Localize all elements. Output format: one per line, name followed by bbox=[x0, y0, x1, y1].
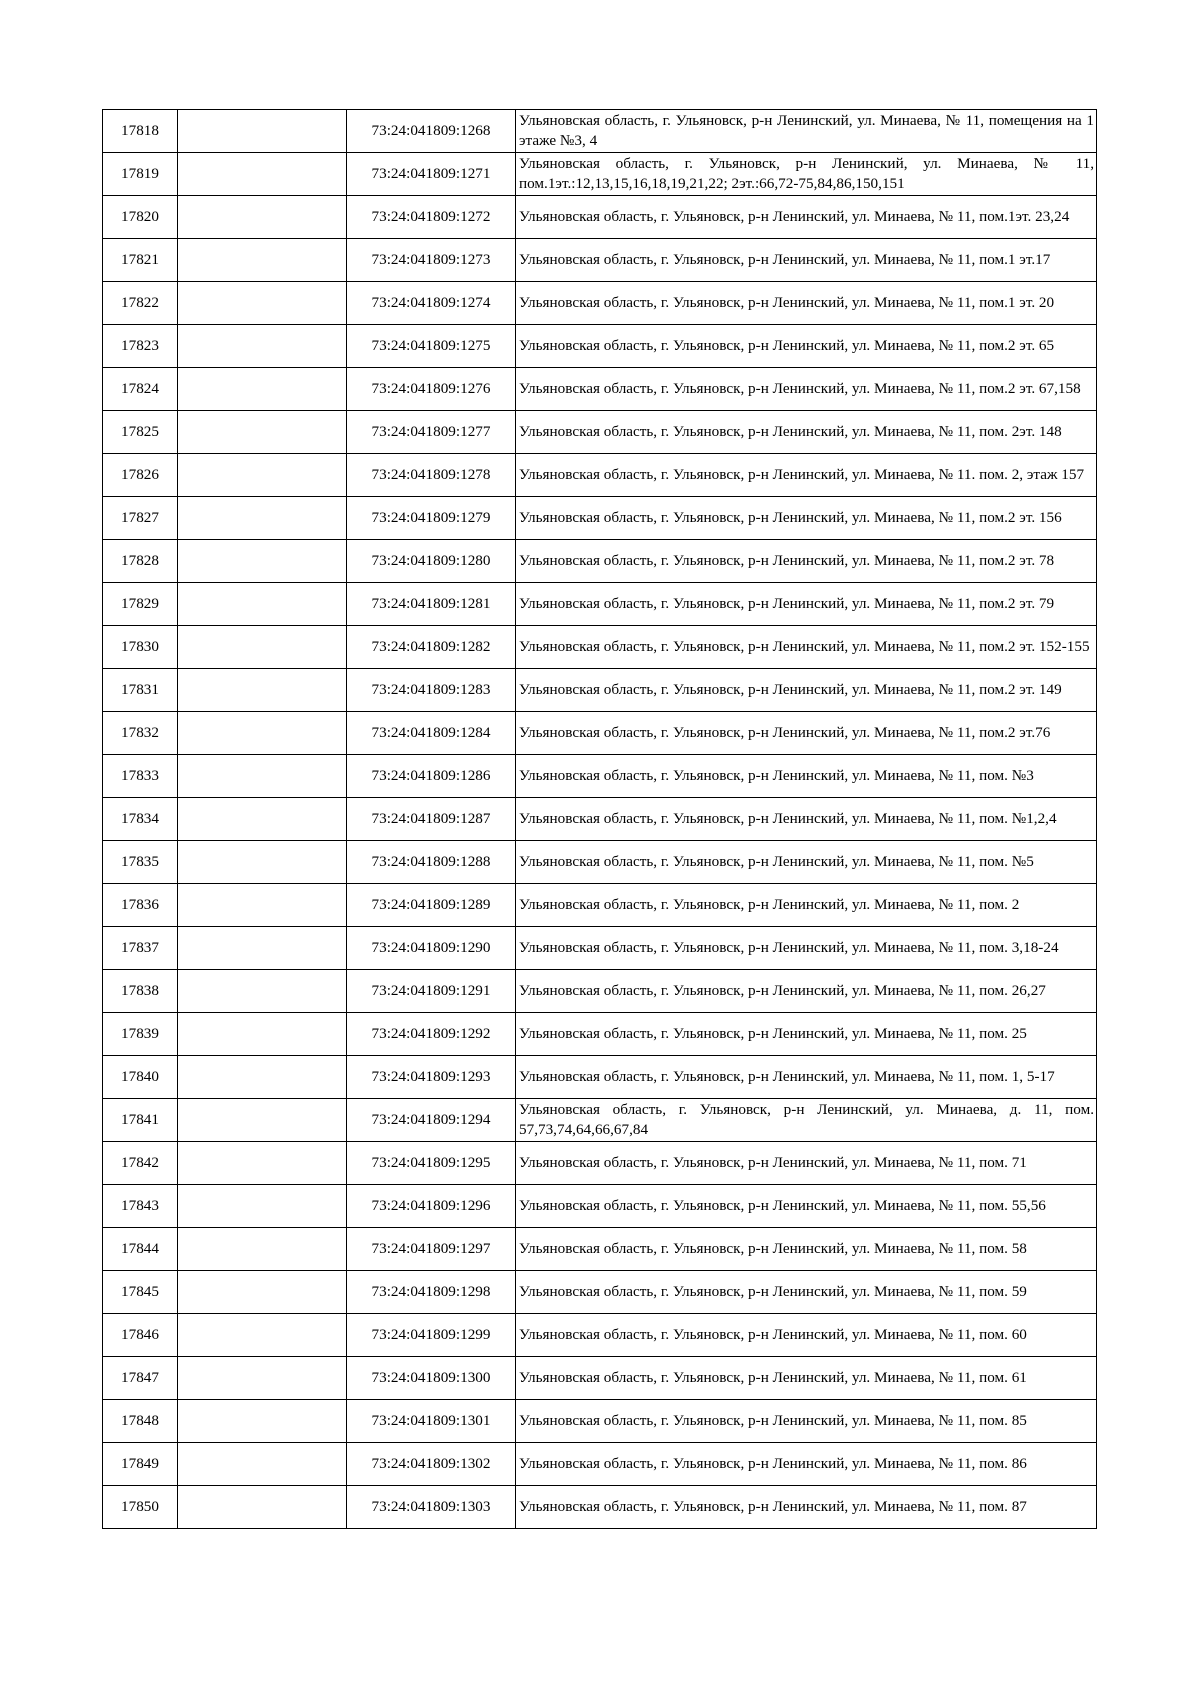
table-row bbox=[103, 583, 1097, 626]
cadastral-number-cell: 73:24:041809:1274 bbox=[347, 282, 516, 325]
empty-cell bbox=[178, 540, 347, 583]
empty-cell bbox=[178, 755, 347, 798]
record-number-cell: 17821 bbox=[103, 239, 178, 282]
empty-cell bbox=[178, 325, 347, 368]
table-row bbox=[103, 712, 1097, 755]
cadastral-number-cell: 73:24:041809:1284 bbox=[347, 712, 516, 755]
address-cell: Ульяновская область, г. Ульяновск, р-н Ленинский, ул. Минаева, № 11, пом. №5 bbox=[516, 841, 1097, 884]
record-number-cell: 17847 bbox=[103, 1357, 178, 1400]
empty-cell bbox=[178, 1228, 347, 1271]
table-row bbox=[103, 454, 1097, 497]
table-row bbox=[103, 1056, 1097, 1099]
address-cell: Ульяновская область, г. Ульяновск, р-н Ленинский, ул. Минаева, № 11, пом.2 эт. 149 bbox=[516, 669, 1097, 712]
address-cell: Ульяновская область, г. Ульяновск, р-н Ленинский, ул. Минаева, № 11, пом. 86 bbox=[516, 1443, 1097, 1486]
table-row bbox=[103, 1400, 1097, 1443]
table-row bbox=[103, 927, 1097, 970]
address-cell: Ульяновская область, г. Ульяновск, р-н Ленинский, ул. Минаева, № 11, пом.2 эт. 152-155 bbox=[516, 626, 1097, 669]
table-row bbox=[103, 282, 1097, 325]
address-cell: Ульяновская область, г. Ульяновск, р-н Ленинский, ул. Минаева, № 11, пом. 58 bbox=[516, 1228, 1097, 1271]
address-cell: Ульяновская область, г. Ульяновск, р-н Ленинский, ул. Минаева, № 11, пом.1эт. 23,24 bbox=[516, 196, 1097, 239]
address-cell: Ульяновская область, г. Ульяновск, р-н Ленинский, ул. Минаева, № 11, помещения на 1 этаже №3, 4 bbox=[516, 110, 1097, 153]
address-cell: Ульяновская область, г. Ульяновск, р-н Ленинский, ул. Минаева, № 11, пом. 2 bbox=[516, 884, 1097, 927]
empty-cell bbox=[178, 798, 347, 841]
table-row bbox=[103, 110, 1097, 153]
empty-cell bbox=[178, 196, 347, 239]
address-cell: Ульяновская область, г. Ульяновск, р-н Ленинский, ул. Минаева, № 11, пом.2 эт. 79 bbox=[516, 583, 1097, 626]
record-number-cell: 17827 bbox=[103, 497, 178, 540]
address-cell: Ульяновская область, г. Ульяновск, р-н Ленинский, ул. Минаева, № 11, пом. 25 bbox=[516, 1013, 1097, 1056]
registry-table bbox=[102, 109, 1097, 1529]
table-row bbox=[103, 1185, 1097, 1228]
empty-cell bbox=[178, 153, 347, 196]
record-number-cell: 17848 bbox=[103, 1400, 178, 1443]
address-cell: Ульяновская область, г. Ульяновск, р-н Ленинский, ул. Минаева, № 11, пом.1 эт. 20 bbox=[516, 282, 1097, 325]
record-number-cell: 17846 bbox=[103, 1314, 178, 1357]
empty-cell bbox=[178, 454, 347, 497]
cadastral-number-cell: 73:24:041809:1296 bbox=[347, 1185, 516, 1228]
record-number-cell: 17839 bbox=[103, 1013, 178, 1056]
cadastral-number-cell: 73:24:041809:1287 bbox=[347, 798, 516, 841]
table-row bbox=[103, 153, 1097, 196]
record-number-cell: 17835 bbox=[103, 841, 178, 884]
empty-cell bbox=[178, 626, 347, 669]
address-cell: Ульяновская область, г. Ульяновск, р-н Ленинский, ул. Минаева, № 11, пом.1эт.:12,13,15,16,18,19,21,22; 2эт.:66,72-75,84,86,150,151 bbox=[516, 153, 1097, 196]
empty-cell bbox=[178, 1013, 347, 1056]
table-row bbox=[103, 1099, 1097, 1142]
cadastral-number-cell: 73:24:041809:1292 bbox=[347, 1013, 516, 1056]
empty-cell bbox=[178, 841, 347, 884]
record-number-cell: 17844 bbox=[103, 1228, 178, 1271]
address-cell: Ульяновская область, г. Ульяновск, р-н Ленинский, ул. Минаева, д. 11, пом. 57,73,74,64,66,67,84 bbox=[516, 1099, 1097, 1142]
cadastral-number-cell: 73:24:041809:1272 bbox=[347, 196, 516, 239]
empty-cell bbox=[178, 497, 347, 540]
empty-cell bbox=[178, 1486, 347, 1529]
empty-cell bbox=[178, 712, 347, 755]
cadastral-number-cell: 73:24:041809:1301 bbox=[347, 1400, 516, 1443]
table-row bbox=[103, 1357, 1097, 1400]
address-cell: Ульяновская область, г. Ульяновск, р-н Ленинский, ул. Минаева, № 11, пом. 2эт. 148 bbox=[516, 411, 1097, 454]
address-cell: Ульяновская область, г. Ульяновск, р-н Ленинский, ул. Минаева, № 11, пом. 1, 5-17 bbox=[516, 1056, 1097, 1099]
address-cell: Ульяновская область, г. Ульяновск, р-н Ленинский, ул. Минаева, № 11, пом. 59 bbox=[516, 1271, 1097, 1314]
address-cell: Ульяновская область, г. Ульяновск, р-н Ленинский, ул. Минаева, № 11, пом.2 эт. 78 bbox=[516, 540, 1097, 583]
cadastral-number-cell: 73:24:041809:1282 bbox=[347, 626, 516, 669]
cadastral-number-cell: 73:24:041809:1273 bbox=[347, 239, 516, 282]
table-row bbox=[103, 1314, 1097, 1357]
record-number-cell: 17824 bbox=[103, 368, 178, 411]
table-row bbox=[103, 1013, 1097, 1056]
cadastral-number-cell: 73:24:041809:1290 bbox=[347, 927, 516, 970]
record-number-cell: 17836 bbox=[103, 884, 178, 927]
address-cell: Ульяновская область, г. Ульяновск, р-н Ленинский, ул. Минаева, № 11, пом. №3 bbox=[516, 755, 1097, 798]
cadastral-number-cell: 73:24:041809:1293 bbox=[347, 1056, 516, 1099]
address-cell: Ульяновская область, г. Ульяновск, р-н Ленинский, ул. Минаева, № 11. пом. 2, этаж 157 bbox=[516, 454, 1097, 497]
table-row bbox=[103, 325, 1097, 368]
cadastral-number-cell: 73:24:041809:1289 bbox=[347, 884, 516, 927]
record-number-cell: 17840 bbox=[103, 1056, 178, 1099]
empty-cell bbox=[178, 1099, 347, 1142]
table-row bbox=[103, 626, 1097, 669]
record-number-cell: 17820 bbox=[103, 196, 178, 239]
table-row bbox=[103, 411, 1097, 454]
cadastral-number-cell: 73:24:041809:1297 bbox=[347, 1228, 516, 1271]
cadastral-number-cell: 73:24:041809:1294 bbox=[347, 1099, 516, 1142]
cadastral-number-cell: 73:24:041809:1279 bbox=[347, 497, 516, 540]
address-cell: Ульяновская область, г. Ульяновск, р-н Ленинский, ул. Минаева, № 11, пом. 87 bbox=[516, 1486, 1097, 1529]
table-row bbox=[103, 239, 1097, 282]
record-number-cell: 17849 bbox=[103, 1443, 178, 1486]
table-row bbox=[103, 798, 1097, 841]
cadastral-number-cell: 73:24:041809:1299 bbox=[347, 1314, 516, 1357]
cadastral-number-cell: 73:24:041809:1277 bbox=[347, 411, 516, 454]
empty-cell bbox=[178, 239, 347, 282]
address-cell: Ульяновская область, г. Ульяновск, р-н Ленинский, ул. Минаева, № 11, пом.2 эт.76 bbox=[516, 712, 1097, 755]
cadastral-number-cell: 73:24:041809:1300 bbox=[347, 1357, 516, 1400]
table-row bbox=[103, 1443, 1097, 1486]
address-cell: Ульяновская область, г. Ульяновск, р-н Ленинский, ул. Минаева, № 11, пом. 55,56 bbox=[516, 1185, 1097, 1228]
record-number-cell: 17825 bbox=[103, 411, 178, 454]
table-row bbox=[103, 841, 1097, 884]
empty-cell bbox=[178, 282, 347, 325]
cadastral-number-cell: 73:24:041809:1280 bbox=[347, 540, 516, 583]
address-cell: Ульяновская область, г. Ульяновск, р-н Ленинский, ул. Минаева, № 11, пом.2 эт. 67,158 bbox=[516, 368, 1097, 411]
table-row bbox=[103, 884, 1097, 927]
record-number-cell: 17822 bbox=[103, 282, 178, 325]
cadastral-number-cell: 73:24:041809:1288 bbox=[347, 841, 516, 884]
record-number-cell: 17823 bbox=[103, 325, 178, 368]
table-row bbox=[103, 970, 1097, 1013]
empty-cell bbox=[178, 411, 347, 454]
empty-cell bbox=[178, 1443, 347, 1486]
cadastral-number-cell: 73:24:041809:1302 bbox=[347, 1443, 516, 1486]
empty-cell bbox=[178, 927, 347, 970]
address-cell: Ульяновская область, г. Ульяновск, р-н Ленинский, ул. Минаева, № 11, пом. 60 bbox=[516, 1314, 1097, 1357]
empty-cell bbox=[178, 884, 347, 927]
registry-table-body bbox=[103, 110, 1097, 1529]
address-cell: Ульяновская область, г. Ульяновск, р-н Ленинский, ул. Минаева, № 11, пом.2 эт. 156 bbox=[516, 497, 1097, 540]
empty-cell bbox=[178, 1357, 347, 1400]
table-row bbox=[103, 1271, 1097, 1314]
cadastral-number-cell: 73:24:041809:1291 bbox=[347, 970, 516, 1013]
record-number-cell: 17828 bbox=[103, 540, 178, 583]
address-cell: Ульяновская область, г. Ульяновск, р-н Ленинский, ул. Минаева, № 11, пом. 26,27 bbox=[516, 970, 1097, 1013]
address-cell: Ульяновская область, г. Ульяновск, р-н Ленинский, ул. Минаева, № 11, пом. №1,2,4 bbox=[516, 798, 1097, 841]
cadastral-number-cell: 73:24:041809:1295 bbox=[347, 1142, 516, 1185]
record-number-cell: 17830 bbox=[103, 626, 178, 669]
empty-cell bbox=[178, 583, 347, 626]
empty-cell bbox=[178, 1185, 347, 1228]
table-row bbox=[103, 1486, 1097, 1529]
table-row bbox=[103, 755, 1097, 798]
cadastral-number-cell: 73:24:041809:1278 bbox=[347, 454, 516, 497]
record-number-cell: 17843 bbox=[103, 1185, 178, 1228]
empty-cell bbox=[178, 1314, 347, 1357]
record-number-cell: 17850 bbox=[103, 1486, 178, 1529]
cadastral-number-cell: 73:24:041809:1276 bbox=[347, 368, 516, 411]
table-row bbox=[103, 669, 1097, 712]
record-number-cell: 17834 bbox=[103, 798, 178, 841]
table-row bbox=[103, 1142, 1097, 1185]
cadastral-number-cell: 73:24:041809:1298 bbox=[347, 1271, 516, 1314]
empty-cell bbox=[178, 1142, 347, 1185]
record-number-cell: 17818 bbox=[103, 110, 178, 153]
cadastral-number-cell: 73:24:041809:1281 bbox=[347, 583, 516, 626]
record-number-cell: 17832 bbox=[103, 712, 178, 755]
empty-cell bbox=[178, 1271, 347, 1314]
record-number-cell: 17831 bbox=[103, 669, 178, 712]
record-number-cell: 17829 bbox=[103, 583, 178, 626]
empty-cell bbox=[178, 1400, 347, 1443]
empty-cell bbox=[178, 669, 347, 712]
table-row bbox=[103, 540, 1097, 583]
empty-cell bbox=[178, 368, 347, 411]
record-number-cell: 17833 bbox=[103, 755, 178, 798]
record-number-cell: 17838 bbox=[103, 970, 178, 1013]
record-number-cell: 17842 bbox=[103, 1142, 178, 1185]
record-number-cell: 17845 bbox=[103, 1271, 178, 1314]
record-number-cell: 17837 bbox=[103, 927, 178, 970]
address-cell: Ульяновская область, г. Ульяновск, р-н Ленинский, ул. Минаева, № 11, пом.1 эт.17 bbox=[516, 239, 1097, 282]
cadastral-number-cell: 73:24:041809:1271 bbox=[347, 153, 516, 196]
address-cell: Ульяновская область, г. Ульяновск, р-н Ленинский, ул. Минаева, № 11, пом. 61 bbox=[516, 1357, 1097, 1400]
cadastral-number-cell: 73:24:041809:1303 bbox=[347, 1486, 516, 1529]
cadastral-number-cell: 73:24:041809:1268 bbox=[347, 110, 516, 153]
address-cell: Ульяновская область, г. Ульяновск, р-н Ленинский, ул. Минаева, № 11, пом. 85 bbox=[516, 1400, 1097, 1443]
cadastral-number-cell: 73:24:041809:1286 bbox=[347, 755, 516, 798]
cadastral-number-cell: 73:24:041809:1275 bbox=[347, 325, 516, 368]
empty-cell bbox=[178, 110, 347, 153]
empty-cell bbox=[178, 970, 347, 1013]
record-number-cell: 17819 bbox=[103, 153, 178, 196]
record-number-cell: 17841 bbox=[103, 1099, 178, 1142]
cadastral-number-cell: 73:24:041809:1283 bbox=[347, 669, 516, 712]
table-row bbox=[103, 497, 1097, 540]
table-row bbox=[103, 196, 1097, 239]
table-row bbox=[103, 368, 1097, 411]
address-cell: Ульяновская область, г. Ульяновск, р-н Ленинский, ул. Минаева, № 11, пом. 3,18-24 bbox=[516, 927, 1097, 970]
record-number-cell: 17826 bbox=[103, 454, 178, 497]
address-cell: Ульяновская область, г. Ульяновск, р-н Ленинский, ул. Минаева, № 11, пом. 71 bbox=[516, 1142, 1097, 1185]
table-row bbox=[103, 1228, 1097, 1271]
empty-cell bbox=[178, 1056, 347, 1099]
address-cell: Ульяновская область, г. Ульяновск, р-н Ленинский, ул. Минаева, № 11, пом.2 эт. 65 bbox=[516, 325, 1097, 368]
